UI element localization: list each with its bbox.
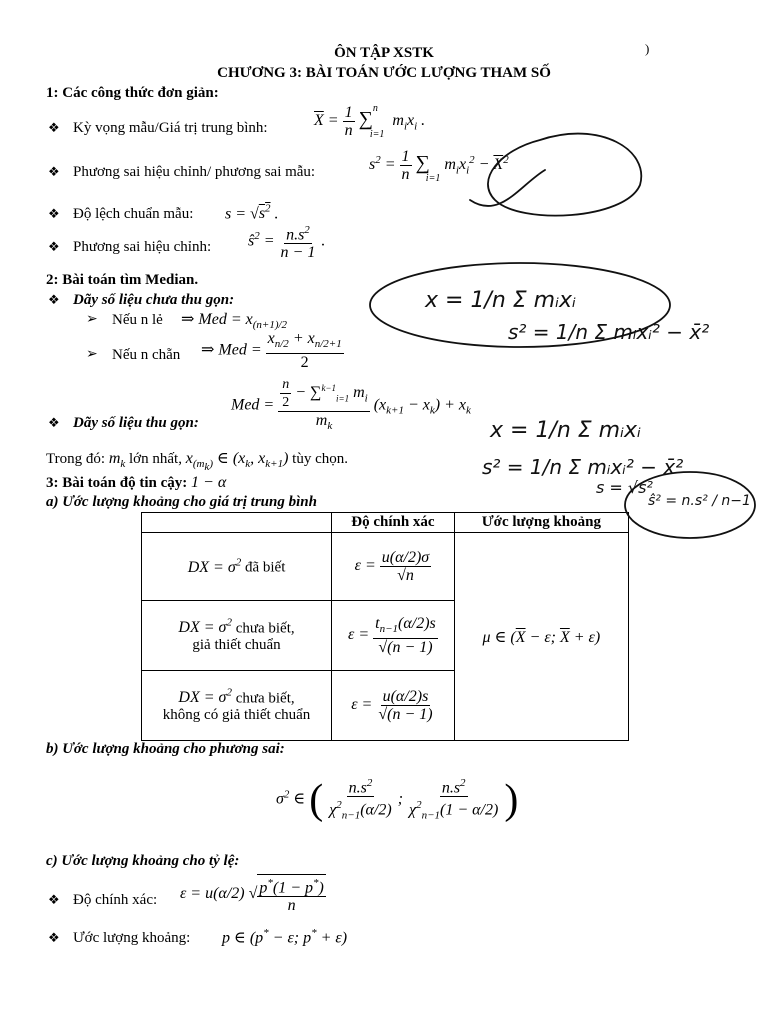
condition-text: chưa biết, bbox=[235, 690, 295, 707]
handwritten-loop-1 bbox=[488, 134, 641, 216]
even-case-label: Nếu n chẵn bbox=[112, 347, 181, 363]
handwritten-note-5: s = √s² bbox=[596, 478, 653, 497]
diamond-bullet-icon: ❖ bbox=[48, 206, 60, 221]
condition-cell: DX = $\sigma^2$ chưa biết, giả thiết chuẩn bbox=[142, 601, 332, 671]
condition-text-line2: giả thiết chuẩn bbox=[192, 637, 281, 654]
diamond-bullet-icon: ❖ bbox=[48, 930, 60, 945]
handwritten-note-2: s² = 1/n Σ mᵢxᵢ² − x̄² bbox=[508, 320, 710, 344]
odd-case-formula: ⇒ Med = $x_{(n+1)/2}$ bbox=[181, 311, 288, 332]
precision-cell: ε = $\frac{u(\alpha/2)\sigma}{√n}$ bbox=[332, 533, 455, 601]
diamond-bullet-icon: ❖ bbox=[48, 164, 60, 179]
condition-text-line2: không có giả thiết chuẩn bbox=[162, 707, 311, 724]
odd-case-label: Nếu n lẻ bbox=[112, 312, 163, 328]
mean-interval-table bbox=[141, 512, 629, 741]
proportion-precision-formula: ε = u(α/2) √ $\frac{p^*(1 - p^*)}{n}$ bbox=[180, 874, 326, 914]
arrow-bullet-icon: ➢ bbox=[86, 347, 98, 362]
variance-interval-formula: $\sigma^2$ ∈ ( $\frac{n.s^2}{\chi^2_{n-1}(\alpha/2)}$ ; $\frac{n.s^2}{\chi^2_{n-1}(1 - \alpha/2)}$ ) bbox=[276, 776, 519, 823]
stddev-formula: $s = √s^2$ . bbox=[225, 203, 279, 223]
where-x: $x_{(m_k)}$ ∈ ($x_k$, $x_{k+1}$) bbox=[185, 450, 289, 474]
corner-mark: ) bbox=[645, 41, 650, 56]
interval-cell: μ ∈ ($\overline{X} - \varepsilon$; $\overline{X} + \varepsilon$) bbox=[454, 533, 628, 741]
table-header-precision: Độ chính xác bbox=[332, 513, 455, 533]
mean-formula: $\overline{X}$ = $\frac{1}{n}$ $\sum^n_{i=1}m_ix_i$ . bbox=[314, 103, 426, 141]
sub-c-heading: c) Ước lượng khoảng cho tỷ lệ: bbox=[46, 853, 240, 869]
variance-formula: $s^2$ = $\frac{1}{n}$ $\sum_{i=1}m_ix_i^2 - \overline{X}^2$ bbox=[369, 148, 509, 185]
sub-b-heading: b) Ước lượng khoảng cho phương sai: bbox=[46, 741, 285, 757]
corrected-variance-formula: $ŝ^2$ = $\frac{n.s^2}{n - 1}$ . bbox=[248, 224, 326, 262]
precision-cell: ε = $\frac{u(\alpha/2)s}{√(n - 1)}$ bbox=[332, 671, 455, 741]
handwritten-note-3: x = 1/n Σ mᵢxᵢ bbox=[490, 418, 641, 443]
diamond-bullet-icon: ❖ bbox=[48, 415, 60, 430]
handwritten-note-6: ŝ² = n.s² / n−1 bbox=[648, 493, 751, 509]
diamond-bullet-icon: ❖ bbox=[48, 239, 60, 254]
section3-heading-text: 3: Bài toán độ tin cậy: bbox=[46, 475, 188, 491]
condition-text: chưa biết, bbox=[235, 620, 295, 637]
proportion-interval-formula: p ∈ (p* − ε; p* + ε) bbox=[222, 927, 348, 947]
corrected-variance-label: Phương sai hiệu chỉnh: bbox=[73, 239, 212, 255]
table-header-row bbox=[142, 513, 629, 533]
where-prefix: Trong đó: bbox=[46, 451, 106, 467]
mean-label: Kỳ vọng mẫu/Giá trị trung bình: bbox=[73, 120, 268, 136]
variance-label: Phương sai hiệu chỉnh/ phương sai mẫu: bbox=[73, 164, 316, 180]
precision-cell: ε = $\frac{t_{n-1}(\alpha/2)s}{√(n - 1)}$ bbox=[332, 601, 455, 671]
proportion-interval-label: Ước lượng khoảng: bbox=[73, 930, 191, 946]
section1-heading: 1: Các công thức đơn giản: bbox=[46, 85, 219, 101]
where-mk: $m_k$ bbox=[108, 450, 126, 471]
diamond-bullet-icon: ❖ bbox=[48, 120, 60, 135]
condition-cell: DX = $\sigma^2$ đã biết bbox=[142, 533, 332, 601]
ungrouped-heading: Dãy số liệu chưa thu gọn: bbox=[73, 292, 235, 308]
proportion-precision-label: Độ chính xác: bbox=[73, 892, 158, 908]
stddev-label: Độ lệch chuẩn mẫu: bbox=[73, 206, 194, 222]
chapter-title: CHƯƠNG 3: BÀI TOÁN ƯỚC LƯỢNG THAM SỐ bbox=[217, 65, 551, 81]
handwritten-note-4: s² = 1/n Σ mᵢxᵢ² − x̄² bbox=[482, 455, 684, 479]
where-line bbox=[46, 450, 348, 476]
arrow-bullet-icon: ➢ bbox=[86, 312, 98, 327]
section2-heading: 2: Bài toán tìm Median. bbox=[46, 272, 199, 288]
condition-cell: DX = $\sigma^2$ chưa biết, không có giả thiết chuẩn bbox=[142, 671, 332, 741]
section3-heading: 3: Bài toán độ tin cậy: 1 − α bbox=[46, 474, 227, 491]
table-header-condition bbox=[142, 513, 332, 533]
table-header-interval: Ước lượng khoảng bbox=[454, 513, 628, 533]
table-row bbox=[142, 533, 629, 601]
where-suffix: tùy chọn. bbox=[292, 451, 348, 467]
grouped-median-formula: Med = $\frac{n}{2}$ − ∑$^{k-1}_{i=1}$ $m_i$ $m_k$ $(x_{k+1} - x_k) + x_k$ bbox=[231, 377, 471, 433]
sub-a-heading: a) Ước lượng khoảng cho giá trị trung bình bbox=[46, 494, 317, 510]
diamond-bullet-icon: ❖ bbox=[48, 892, 60, 907]
where-mid: lớn nhất, bbox=[129, 451, 182, 467]
handwritten-note-1: x = 1/n Σ mᵢxᵢ bbox=[425, 288, 576, 313]
even-case-formula: ⇒ Med = $\frac{x_{n/2} + x_{n/2+1}}{2}$ bbox=[201, 330, 342, 372]
document-title: ÔN TẬP XSTK bbox=[334, 45, 434, 61]
grouped-heading: Dãy số liệu thu gọn: bbox=[73, 415, 199, 431]
condition-text: đã biết bbox=[244, 559, 286, 576]
diamond-bullet-icon: ❖ bbox=[48, 292, 60, 307]
